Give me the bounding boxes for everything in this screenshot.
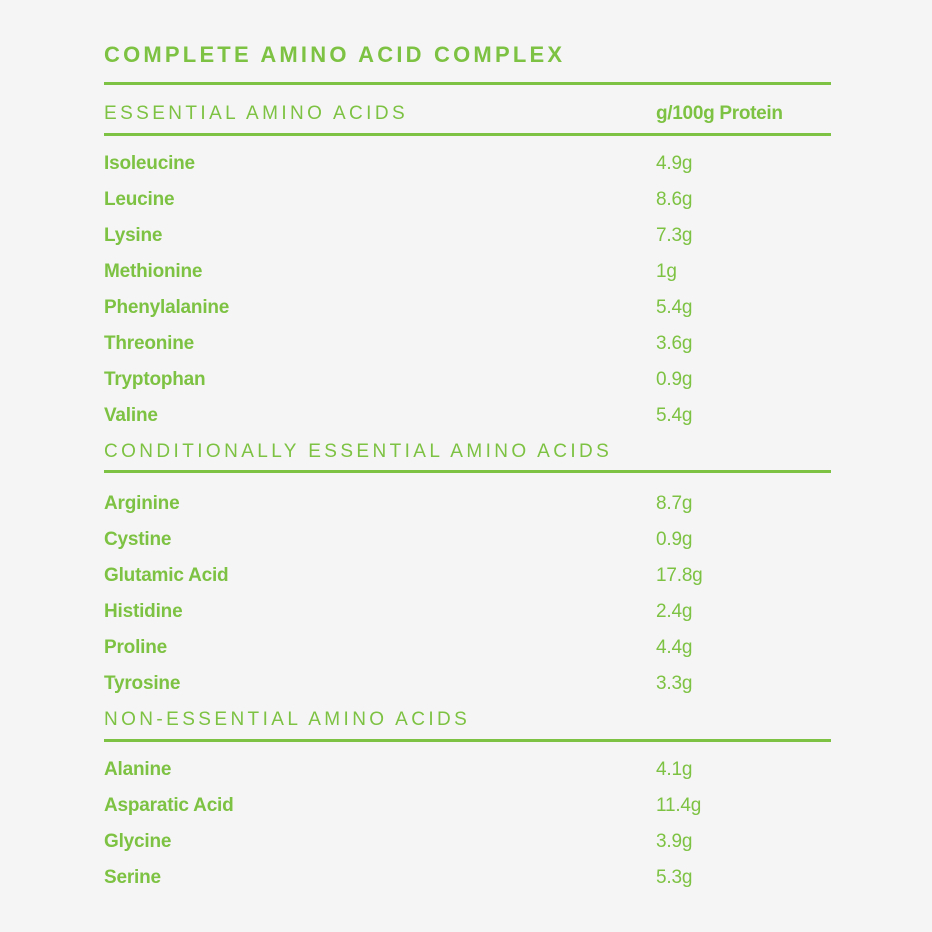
table-row xyxy=(104,367,831,393)
amino-acid-amount: 8.6g xyxy=(656,189,693,210)
amino-acid-amount: 11.4g xyxy=(656,795,702,816)
table-row xyxy=(104,187,831,213)
amino-acid-amount: 0.9g xyxy=(656,529,693,550)
amino-acid-amount: 5.3g xyxy=(656,867,693,888)
table-row xyxy=(104,599,831,625)
column-heading-amount: g/100g Protein xyxy=(656,103,783,124)
amino-acid-name: Alanine xyxy=(104,759,172,780)
amino-acid-amount: 3.6g xyxy=(656,333,693,354)
amino-acid-name: Lysine xyxy=(104,225,163,246)
amino-acid-name: Tryptophan xyxy=(104,369,206,390)
amino-acid-name: Histidine xyxy=(104,601,183,622)
amino-acid-name: Valine xyxy=(104,405,158,426)
table-row xyxy=(104,295,831,321)
amino-acid-name: Methionine xyxy=(104,261,203,282)
amino-acid-amount: 3.3g xyxy=(656,673,693,694)
amino-acid-name: Cystine xyxy=(104,529,172,550)
amino-acid-name: Phenylalanine xyxy=(104,297,230,318)
amino-acid-amount: 0.9g xyxy=(656,369,693,390)
table-row xyxy=(104,259,831,285)
table-row xyxy=(104,671,831,697)
amino-acid-amount: 4.4g xyxy=(656,637,693,658)
table-row xyxy=(104,829,831,855)
table-row xyxy=(104,757,831,783)
section-heading-essential: ESSENTIAL AMINO ACIDS xyxy=(104,103,409,124)
amino-acid-name: Glutamic Acid xyxy=(104,565,229,586)
amino-acid-name: Glycine xyxy=(104,831,172,852)
page-title: COMPLETE AMINO ACID COMPLEX xyxy=(104,42,566,67)
section-divider-conditionally-essential xyxy=(104,470,831,473)
amino-acid-name: Threonine xyxy=(104,333,195,354)
amino-acid-name: Asparatic Acid xyxy=(104,795,234,816)
table-row xyxy=(104,331,831,357)
amino-acid-name: Serine xyxy=(104,867,161,888)
amino-acid-amount: 8.7g xyxy=(656,493,693,514)
table-row xyxy=(104,865,831,891)
amino-acid-amount: 1g xyxy=(656,261,677,282)
title-divider xyxy=(104,82,831,85)
section-heading-conditionally-essential: CONDITIONALLY ESSENTIAL AMINO ACIDS xyxy=(104,441,613,462)
amino-acid-name: Arginine xyxy=(104,493,180,514)
table-row xyxy=(104,563,831,589)
table-row xyxy=(104,223,831,249)
table-row xyxy=(104,403,831,429)
amino-acid-amount: 5.4g xyxy=(656,405,693,426)
amino-acid-name: Tyrosine xyxy=(104,673,181,694)
amino-acid-name: Leucine xyxy=(104,189,175,210)
amino-acid-amount: 17.8g xyxy=(656,565,703,586)
table-row xyxy=(104,151,831,177)
table-row xyxy=(104,793,831,819)
amino-acid-name: Isoleucine xyxy=(104,153,195,174)
amino-acid-amount: 7.3g xyxy=(656,225,693,246)
section-divider-essential xyxy=(104,133,831,136)
table-row xyxy=(104,527,831,553)
amino-acid-amount: 3.9g xyxy=(656,831,693,852)
section-heading-non-essential: NON-ESSENTIAL AMINO ACIDS xyxy=(104,709,471,730)
amino-acid-amount: 2.4g xyxy=(656,601,693,622)
amino-acid-amount: 4.9g xyxy=(656,153,693,174)
amino-acid-name: Proline xyxy=(104,637,168,658)
amino-acid-amount: 4.1g xyxy=(656,759,693,780)
amino-acid-amount: 5.4g xyxy=(656,297,693,318)
table-row xyxy=(104,491,831,517)
table-row xyxy=(104,635,831,661)
section-divider-non-essential xyxy=(104,739,831,742)
